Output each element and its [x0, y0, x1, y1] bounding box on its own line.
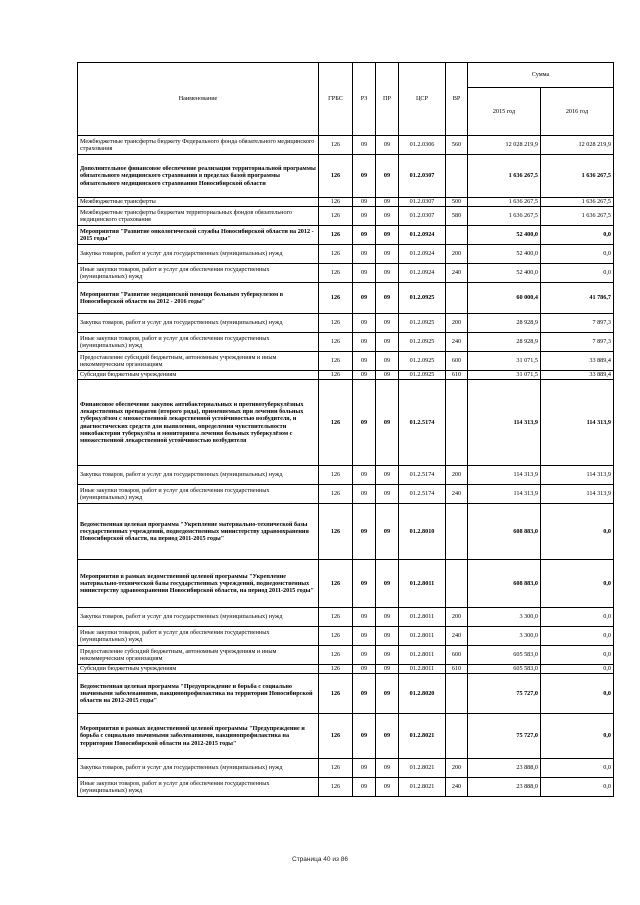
- row-name: Мероприятия "Развитие онкологической службы Новосибирской области на 2012 - 2015 годы": [78, 226, 319, 245]
- row-vr: 200: [446, 314, 468, 333]
- row-name: Финансовое обеспечение закупок антибактериальных и противотуберкулёзных лекарственных препаратов (второго ряда), применяемых при лечении больных туберкулёзом с множественной лекарственной устойчивостью возбудителя, и диагностических средств для выявления, определения чувствительности микобактерии туберкулёза и мониторинга лечения больных туберкулёзом с множественной лекарственной устойчивостью возбудителя: [78, 380, 319, 466]
- table-row: [78, 371, 614, 380]
- row-sum-2015: 52 400,0: [468, 245, 541, 264]
- row-rz: 09: [353, 646, 376, 665]
- row-rz: 09: [353, 333, 376, 352]
- row-sum-2015: 52 400,0: [468, 264, 541, 283]
- row-sum-2015: 60 000,4: [468, 283, 541, 314]
- row-sum-2016: 114 313,9: [541, 466, 614, 485]
- table-row: [78, 207, 614, 226]
- table-row: [78, 283, 614, 314]
- row-name: Ведомственная целевая программа "Предупреждение и борьба с социально значимыми заболеваниями, вакцинопрофилактика на территории Новосибирской области на 2012-2015 годы": [78, 674, 319, 714]
- page-number: Страница 40 из 86: [292, 856, 348, 863]
- row-vr: 240: [446, 778, 468, 797]
- row-grbs: 126: [319, 136, 353, 155]
- row-csr: 01.2.0925: [399, 352, 446, 371]
- row-name: Мероприятия в рамках ведомственной целевой программы "Укрепление материально-технической базы государственных учреждений, подведомственных министерству здравоохранения Новосибирской области, на период 2011-2015 годы": [78, 560, 319, 608]
- row-sum-2015: 31 071,5: [468, 352, 541, 371]
- row-vr: 240: [446, 333, 468, 352]
- row-grbs: 126: [319, 714, 353, 759]
- row-sum-2016: 0,0: [541, 778, 614, 797]
- table-row: [78, 155, 614, 198]
- row-grbs: 126: [319, 198, 353, 207]
- row-sum-2015: 23 888,0: [468, 778, 541, 797]
- row-name: Дополнительное финансовое обеспечение реализации территориальной программы обязательного медицинского страхования в пределах базой программы обязательного медицинского страхования Новосибирской области: [78, 155, 319, 198]
- row-rz: 09: [353, 560, 376, 608]
- row-vr: [446, 560, 468, 608]
- row-rz: 09: [353, 371, 376, 380]
- row-csr: 01.2.8021: [399, 714, 446, 759]
- row-sum-2015: 3 300,0: [468, 608, 541, 627]
- row-grbs: 126: [319, 380, 353, 466]
- row-name: Закупка товаров, работ и услуг для государственных (муниципальных) нужд: [78, 314, 319, 333]
- row-csr: 01.2.8011: [399, 608, 446, 627]
- row-pr: 09: [376, 136, 399, 155]
- row-csr: 01.2.0925: [399, 283, 446, 314]
- row-sum-2016: 0,0: [541, 504, 614, 560]
- row-pr: 09: [376, 714, 399, 759]
- row-vr: 600: [446, 352, 468, 371]
- row-pr: 09: [376, 778, 399, 797]
- row-grbs: 126: [319, 245, 353, 264]
- row-sum-2016: 12 028 219,9: [541, 136, 614, 155]
- row-sum-2016: 0,0: [541, 674, 614, 714]
- table-row: [78, 674, 614, 714]
- row-vr: 240: [446, 485, 468, 504]
- table-row: [78, 136, 614, 155]
- row-csr: 01.2.8011: [399, 665, 446, 674]
- row-sum-2015: 75 727,0: [468, 714, 541, 759]
- row-pr: 09: [376, 314, 399, 333]
- table-row: [78, 333, 614, 352]
- row-rz: 09: [353, 283, 376, 314]
- row-pr: 09: [376, 674, 399, 714]
- row-name: Субсидии бюджетным учреждениям: [78, 371, 319, 380]
- row-name: Иные закупки товаров, работ и услуг для обеспечения государственных (муниципальных) нужд: [78, 778, 319, 797]
- row-name: Предоставление субсидий бюджетным, автономным учреждениям и иным некоммерческим организациям: [78, 646, 319, 665]
- row-name: Закупка товаров, работ и услуг для государственных (муниципальных) нужд: [78, 608, 319, 627]
- row-sum-2016: 114 313,9: [541, 485, 614, 504]
- row-name: Закупка товаров, работ и услуг для государственных (муниципальных) нужд: [78, 759, 319, 778]
- row-pr: 09: [376, 608, 399, 627]
- row-grbs: 126: [319, 627, 353, 646]
- header-name: Наименование: [78, 63, 319, 136]
- row-pr: 09: [376, 485, 399, 504]
- row-name: Иные закупки товаров, работ и услуг для обеспечения государственных (муниципальных) нужд: [78, 264, 319, 283]
- row-pr: 09: [376, 627, 399, 646]
- row-rz: 09: [353, 207, 376, 226]
- row-sum-2015: 3 300,0: [468, 627, 541, 646]
- row-pr: 09: [376, 380, 399, 466]
- row-csr: 01.2.0925: [399, 333, 446, 352]
- row-vr: [446, 674, 468, 714]
- row-name: Иные закупки товаров, работ и услуг для обеспечения государственных (муниципальных) нужд: [78, 333, 319, 352]
- table-row: [78, 504, 614, 560]
- row-pr: 09: [376, 245, 399, 264]
- row-grbs: 126: [319, 155, 353, 198]
- row-rz: 09: [353, 504, 376, 560]
- table-row: [78, 627, 614, 646]
- row-name: Иные закупки товаров, работ и услуг для обеспечения государственных (муниципальных) нужд: [78, 627, 319, 646]
- row-vr: 600: [446, 646, 468, 665]
- table-row: [78, 778, 614, 797]
- row-grbs: 126: [319, 283, 353, 314]
- row-sum-2015: 114 313,9: [468, 380, 541, 466]
- table-row: [78, 245, 614, 264]
- row-sum-2016: 0,0: [541, 608, 614, 627]
- row-name: Иные закупки товаров, работ и услуг для обеспечения государственных (муниципальных) нужд: [78, 485, 319, 504]
- row-sum-2015: 75 727,0: [468, 674, 541, 714]
- row-csr: 01.2.8021: [399, 759, 446, 778]
- row-grbs: 126: [319, 333, 353, 352]
- table-row: [78, 759, 614, 778]
- row-name: Закупка товаров, работ и услуг для государственных (муниципальных) нужд: [78, 245, 319, 264]
- row-vr: 500: [446, 198, 468, 207]
- row-vr: 610: [446, 665, 468, 674]
- row-grbs: 126: [319, 226, 353, 245]
- row-name: Закупка товаров, работ и услуг для государственных (муниципальных) нужд: [78, 466, 319, 485]
- row-csr: 01.2.8011: [399, 560, 446, 608]
- table-row: [78, 226, 614, 245]
- table-row: [78, 665, 614, 674]
- row-vr: [446, 504, 468, 560]
- row-sum-2015: 1 636 267,5: [468, 207, 541, 226]
- row-grbs: 126: [319, 608, 353, 627]
- row-sum-2015: 12 028 219,9: [468, 136, 541, 155]
- table-row: [78, 560, 614, 608]
- row-sum-2015: 114 313,9: [468, 485, 541, 504]
- row-rz: 09: [353, 264, 376, 283]
- row-grbs: 126: [319, 778, 353, 797]
- row-csr: 01.2.8011: [399, 627, 446, 646]
- row-rz: 09: [353, 674, 376, 714]
- row-sum-2015: 52 400,0: [468, 226, 541, 245]
- header-vr: ВР: [446, 63, 468, 136]
- row-pr: 09: [376, 371, 399, 380]
- row-grbs: 126: [319, 352, 353, 371]
- row-vr: 560: [446, 136, 468, 155]
- row-sum-2015: 31 071,5: [468, 371, 541, 380]
- table-row: [78, 608, 614, 627]
- table-row: [78, 714, 614, 759]
- table-row: [78, 198, 614, 207]
- row-vr: 580: [446, 207, 468, 226]
- row-sum-2016: 0,0: [541, 665, 614, 674]
- row-csr: 01.2.0307: [399, 198, 446, 207]
- row-pr: 09: [376, 560, 399, 608]
- row-name: Предоставление субсидий бюджетным, автономным учреждениям и иным некоммерческим организациям: [78, 352, 319, 371]
- row-rz: 09: [353, 380, 376, 466]
- row-rz: 09: [353, 759, 376, 778]
- row-grbs: 126: [319, 466, 353, 485]
- row-sum-2015: 28 928,9: [468, 333, 541, 352]
- table-row: [78, 264, 614, 283]
- row-name: Мероприятия в рамках ведомственной целевой программы "Предупреждение и борьба с социально значимыми заболеваниями, вакцинопрофилактика на территории Новосибирской области на 2012-2015 годы": [78, 714, 319, 759]
- table-body: [78, 136, 614, 797]
- row-csr: 01.2.5174: [399, 380, 446, 466]
- row-csr: 01.2.0307: [399, 207, 446, 226]
- row-vr: 240: [446, 627, 468, 646]
- row-sum-2016: 1 636 267,5: [541, 207, 614, 226]
- row-sum-2015: 114 313,9: [468, 466, 541, 485]
- row-sum-2016: 0,0: [541, 560, 614, 608]
- row-sum-2015: 1 636 267,5: [468, 155, 541, 198]
- table-row: [78, 352, 614, 371]
- row-csr: 01.2.5174: [399, 485, 446, 504]
- row-sum-2015: 28 928,9: [468, 314, 541, 333]
- row-rz: 09: [353, 466, 376, 485]
- row-grbs: 126: [319, 646, 353, 665]
- header-sum: Сумма: [468, 63, 614, 88]
- row-csr: 01.2.0306: [399, 136, 446, 155]
- row-rz: 09: [353, 352, 376, 371]
- row-csr: 01.2.0924: [399, 245, 446, 264]
- row-rz: 09: [353, 155, 376, 198]
- row-csr: 01.2.8020: [399, 674, 446, 714]
- row-sum-2016: 0,0: [541, 714, 614, 759]
- row-rz: 09: [353, 136, 376, 155]
- table-row: [78, 380, 614, 466]
- row-pr: 09: [376, 759, 399, 778]
- row-vr: 200: [446, 245, 468, 264]
- row-name: Межбюджетные трансферты: [78, 198, 319, 207]
- row-vr: [446, 380, 468, 466]
- row-rz: 09: [353, 627, 376, 646]
- budget-table: [77, 62, 614, 797]
- row-rz: 09: [353, 714, 376, 759]
- row-name: Ведомственная целевая программа "Укрепление материально-технической базы государственных учреждений, подведомственных министерству здравоохранения Новосибирской области, на период 2011-2015 годы": [78, 504, 319, 560]
- row-grbs: 126: [319, 674, 353, 714]
- row-pr: 09: [376, 646, 399, 665]
- row-grbs: 126: [319, 504, 353, 560]
- row-pr: 09: [376, 198, 399, 207]
- row-csr: 01.2.8021: [399, 778, 446, 797]
- row-sum-2015: 608 883,0: [468, 560, 541, 608]
- header-grbs: ГРБС: [319, 63, 353, 136]
- table-row: [78, 466, 614, 485]
- row-pr: 09: [376, 333, 399, 352]
- header-2016: 2016 год: [541, 88, 614, 136]
- row-vr: 240: [446, 264, 468, 283]
- row-csr: 01.2.8010: [399, 504, 446, 560]
- row-csr: 01.2.0925: [399, 314, 446, 333]
- row-sum-2016: 1 636 267,5: [541, 155, 614, 198]
- row-csr: 01.2.0924: [399, 264, 446, 283]
- row-rz: 09: [353, 226, 376, 245]
- row-rz: 09: [353, 485, 376, 504]
- row-vr: [446, 155, 468, 198]
- row-sum-2016: 0,0: [541, 627, 614, 646]
- row-vr: 610: [446, 371, 468, 380]
- row-grbs: 126: [319, 560, 353, 608]
- row-vr: [446, 714, 468, 759]
- row-sum-2015: 608 883,0: [468, 504, 541, 560]
- row-name: Мероприятия "Развитие медицинской помощи больным туберкулезом в Новосибирской области на 2012 - 2016 годы": [78, 283, 319, 314]
- row-sum-2015: 605 583,0: [468, 665, 541, 674]
- row-grbs: 126: [319, 207, 353, 226]
- row-csr: 01.2.0925: [399, 371, 446, 380]
- row-pr: 09: [376, 504, 399, 560]
- row-name: Межбюджетные трансферты бюджетам территориальных фондов обязательного медицинского страхования: [78, 207, 319, 226]
- row-rz: 09: [353, 198, 376, 207]
- header-pr: ПР: [376, 63, 399, 136]
- row-pr: 09: [376, 466, 399, 485]
- row-pr: 09: [376, 264, 399, 283]
- row-csr: 01.2.5174: [399, 466, 446, 485]
- row-sum-2016: 1 636 267,5: [541, 198, 614, 207]
- row-sum-2016: 33 889,4: [541, 371, 614, 380]
- table-row: [78, 314, 614, 333]
- row-sum-2016: 7 897,3: [541, 314, 614, 333]
- row-pr: 09: [376, 226, 399, 245]
- row-vr: [446, 226, 468, 245]
- header-2015: 2015 год: [468, 88, 541, 136]
- row-pr: 09: [376, 207, 399, 226]
- row-sum-2016: 0,0: [541, 646, 614, 665]
- row-rz: 09: [353, 608, 376, 627]
- row-rz: 09: [353, 314, 376, 333]
- row-sum-2015: 1 636 267,5: [468, 198, 541, 207]
- header-csr: ЦСР: [399, 63, 446, 136]
- row-grbs: 126: [319, 665, 353, 674]
- row-name: Субсидии бюджетным учреждениям: [78, 665, 319, 674]
- row-rz: 09: [353, 665, 376, 674]
- row-sum-2015: 605 583,0: [468, 646, 541, 665]
- table-row: [78, 646, 614, 665]
- row-sum-2016: 7 897,3: [541, 333, 614, 352]
- row-sum-2016: 33 889,4: [541, 352, 614, 371]
- row-csr: 01.2.0307: [399, 155, 446, 198]
- row-sum-2016: 0,0: [541, 226, 614, 245]
- row-sum-2016: 41 786,7: [541, 283, 614, 314]
- row-sum-2016: 0,0: [541, 245, 614, 264]
- row-csr: 01.2.8011: [399, 646, 446, 665]
- row-pr: 09: [376, 283, 399, 314]
- row-pr: 09: [376, 352, 399, 371]
- row-vr: 200: [446, 466, 468, 485]
- row-rz: 09: [353, 778, 376, 797]
- row-pr: 09: [376, 665, 399, 674]
- row-rz: 09: [353, 245, 376, 264]
- row-vr: [446, 283, 468, 314]
- row-csr: 01.2.0924: [399, 226, 446, 245]
- row-sum-2016: 114 313,9: [541, 380, 614, 466]
- header-rz: РЗ: [353, 63, 376, 136]
- row-grbs: 126: [319, 759, 353, 778]
- table-row: [78, 485, 614, 504]
- row-vr: 200: [446, 608, 468, 627]
- row-grbs: 126: [319, 485, 353, 504]
- row-grbs: 126: [319, 264, 353, 283]
- row-pr: 09: [376, 155, 399, 198]
- row-sum-2016: 0,0: [541, 264, 614, 283]
- row-vr: 200: [446, 759, 468, 778]
- row-grbs: 126: [319, 371, 353, 380]
- row-sum-2016: 0,0: [541, 759, 614, 778]
- row-sum-2015: 23 888,0: [468, 759, 541, 778]
- row-name: Межбюджетные трансферты бюджету Федерального фонда обязательного медицинского страхования: [78, 136, 319, 155]
- row-grbs: 126: [319, 314, 353, 333]
